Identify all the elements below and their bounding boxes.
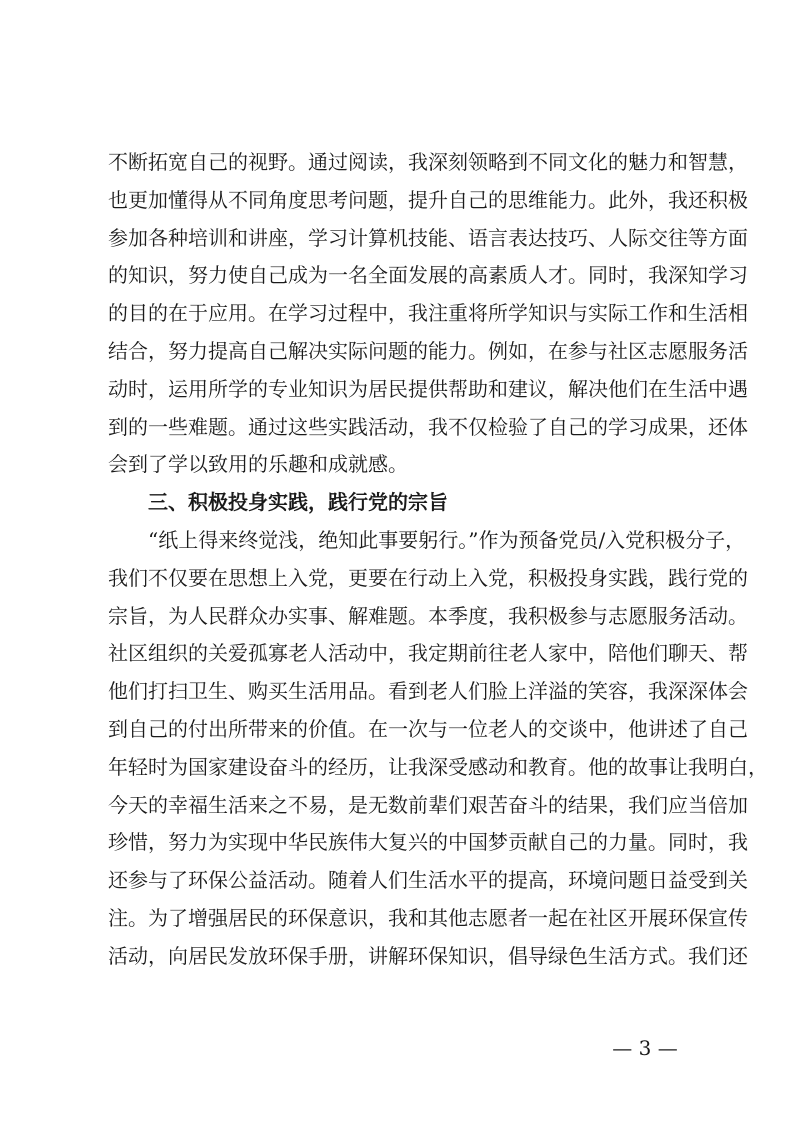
section-heading: 三、积极投身实践，践行党的宗旨 [148,490,448,515]
text-line: 我们不仅要在思想上入党，更要在行动上入党，积极投身实践，践行党的 [108,565,748,590]
text-line: 参加各种培训和讲座，学习计算机技能、语言表达技巧、人际交往等方面 [108,225,748,250]
text-line: 到自己的付出所带来的价值。在一次与一位老人的交谈中，他讲述了自己 [108,716,748,741]
text-line: 会到了学以致用的乐趣和成就感。 [108,452,408,477]
text-line: 还参与了环保公益活动。随着人们生活水平的提高，环境问题日益受到关 [108,868,748,893]
text-line: 年轻时为国家建设奋斗的经历，让我深受感动和教育。他的故事让我明白， [108,754,768,779]
text-line: “纸上得来终觉浅，绝知此事要躬行。”作为预备党员/入党积极分子， [108,527,746,552]
text-line: 注。为了增强居民的环保意识，我和其他志愿者一起在社区开展环保宣传 [108,905,748,930]
text-line: 珍惜，努力为实现中华民族伟大复兴的中国梦贡献自己的力量。同时，我 [108,830,748,855]
text-line: 社区组织的关爱孤寡老人活动中，我定期前往老人家中，陪他们聊天、帮 [108,641,748,666]
text-line: 的知识，努力使自己成为一名全面发展的高素质人才。同时，我深知学习 [108,263,748,288]
text-line: 宗旨，为人民群众办实事、解难题。本季度，我积极参与志愿服务活动。 [108,603,748,628]
text-line: 到的一些难题。通过这些实践活动，我不仅检验了自己的学习成果，还体 [108,414,748,439]
text-line: 活动，向居民发放环保手册，讲解环保知识，倡导绿色生活方式。我们还 [108,943,748,968]
paragraph-1 [108,144,748,484]
text-line: 今天的幸福生活来之不易，是无数前辈们艰苦奋斗的结果，我们应当倍加 [108,792,748,817]
text-line: 结合，努力提高自己解决实际问题的能力。例如，在参与社区志愿服务活 [108,338,748,363]
document-body [108,144,768,976]
text-line: 不断拓宽自己的视野。通过阅读，我深刻领略到不同文化的魅力和智慧， [108,150,748,174]
text-line: 也更加懂得从不同角度思考问题，提升自己的思维能力。此外，我还积极 [108,187,748,212]
paragraph-2 [108,522,768,976]
page-number: — 3 — [612,1036,678,1060]
text-line: 动时，运用所学的专业知识为居民提供帮助和建议，解决他们在生活中遇 [108,376,748,401]
text-line: 的目的在于应用。在学习过程中，我注重将所学知识与实际工作和生活相 [108,301,748,326]
text-line: 他们打扫卫生、购买生活用品。看到老人们脸上洋溢的笑容，我深深体会 [108,679,748,704]
